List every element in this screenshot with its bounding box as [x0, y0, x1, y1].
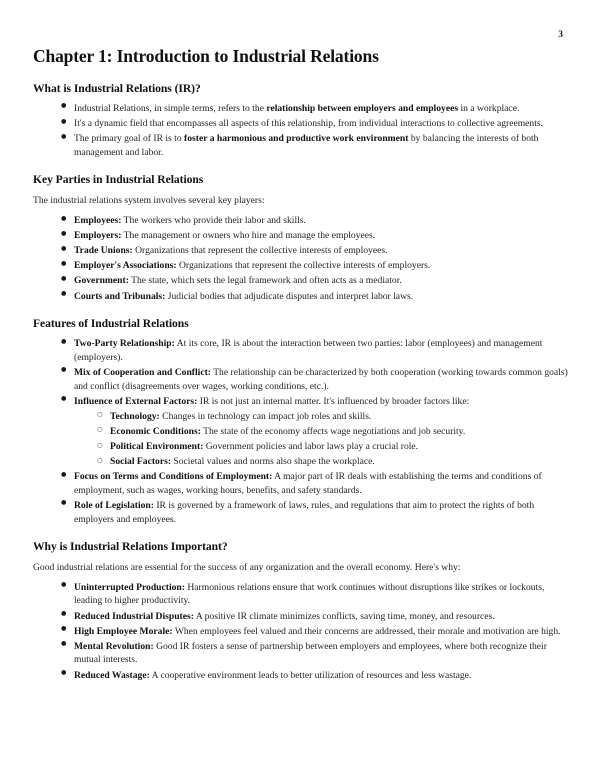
bullet-text: When employees feel valued and their concerns are addressed, their morale and motivation are high.: [172, 625, 561, 637]
bullet-text: Organizations that represent the collective interests of employers.: [176, 260, 431, 272]
bullet-text: Societal values and norms also shape the workplace.: [171, 456, 375, 468]
bullet-text: The relationship can be characterized by both cooperation (working towards common goals) and conflict (disagreements over wages, working conditions, etc.).: [74, 366, 568, 392]
bullet-lead: Reduced Industrial Disputes:: [74, 610, 194, 622]
bullet-lead: Trade Unions:: [74, 245, 133, 257]
list-item: [61, 214, 570, 228]
bullet-text: The state, which sets the legal framework and often acts as a mediator.: [128, 275, 402, 287]
list-item: [61, 259, 570, 273]
list-item: [61, 499, 570, 526]
list-item: [61, 395, 570, 469]
list-item: [61, 117, 570, 131]
bullet-text: A cooperative environment leads to better utilization of resources and less wastage.: [149, 669, 472, 681]
section-heading: Key Parties in Industrial Relations: [33, 173, 204, 187]
bullet-text: The state of the economy affects wage negotiations and job security.: [200, 425, 466, 437]
bullet-text: Harmonious relations ensure that work continues without disruptions like strikes or lockouts, leading to higher productivity.: [74, 581, 545, 607]
bullet-lead: Focus on Terms and Conditions of Employment:: [74, 471, 273, 483]
sub-list-item: [97, 455, 570, 469]
section-intro: The industrial relations system involves several key players:: [33, 195, 265, 207]
list-item: [61, 610, 570, 624]
bullet-emphasis: relationship between employers and employees: [266, 102, 459, 114]
bullet-text: Organizations that represent the collective interests of employees.: [132, 245, 388, 257]
bullet-text: IR is governed by a framework of laws, rules, and regulations that aim to protect the rights of both employers and employees.: [74, 499, 535, 525]
bullet-lead: Reduced Wastage:: [74, 669, 150, 681]
bullet-lead: Mental Revolution:: [74, 640, 154, 652]
bullet-text: by balancing the interests of both management and labor.: [74, 133, 539, 158]
bullet-lead: Employees:: [74, 215, 122, 227]
bullet-list: [33, 581, 570, 682]
section-heading: Why is Industrial Relations Important?: [33, 540, 228, 554]
list-item: [61, 102, 570, 116]
document-section: [33, 172, 570, 303]
list-item: [61, 229, 570, 243]
sub-bullet-list: [74, 410, 570, 469]
bullet-lead: Uninterrupted Production:: [74, 581, 185, 593]
document-section: [33, 81, 570, 160]
bullet-emphasis: foster a harmonious and productive work environment: [184, 133, 409, 145]
bullet-lead: Courts and Tribunals:: [74, 290, 166, 302]
bullet-list: [33, 102, 570, 159]
bullet-text: At its core, IR is about the interaction between two parties: labor (employees) and management (employers).: [74, 338, 543, 363]
list-item: [61, 132, 570, 159]
bullet-text: Changes in technology can impact job roles and skills.: [159, 410, 372, 422]
bullet-lead: Social Factors:: [110, 456, 172, 468]
bullet-lead: Political Environment:: [110, 441, 204, 453]
document-body: [33, 81, 570, 682]
document-section: [33, 316, 570, 526]
bullet-text: Good IR fosters a sense of partnership between employers and employees, where both recognize their mutual interests.: [74, 640, 547, 666]
bullet-text: in a workplace.: [458, 102, 520, 114]
bullet-lead: Employers:: [74, 230, 122, 242]
bullet-lead: Role of Legislation:: [74, 499, 154, 511]
page-title: Chapter 1: Introduction to Industrial Relations: [33, 46, 379, 66]
section-heading: What is Industrial Relations (IR)?: [33, 81, 201, 95]
bullet-list: [33, 337, 570, 526]
section-heading: Features of Industrial Relations: [33, 317, 189, 331]
bullet-text: The workers who provide their labor and skills.: [121, 215, 306, 227]
list-item: [61, 366, 570, 393]
bullet-lead: Influence of External Factors:: [74, 395, 198, 407]
bullet-lead: High Employee Morale:: [74, 625, 173, 637]
list-item: [61, 337, 570, 364]
list-item: [61, 244, 570, 258]
list-item: [61, 274, 570, 288]
bullet-text: A positive IR climate minimizes conflicts, saving time, money, and resources.: [193, 610, 495, 622]
bullet-lead: Employer's Associations:: [74, 260, 177, 272]
bullet-lead: Economic Conditions:: [110, 425, 201, 437]
sub-list-item: [97, 410, 570, 424]
bullet-list: [33, 214, 570, 303]
list-item: [61, 470, 570, 497]
document-section: [33, 539, 570, 682]
sub-list-item: [97, 440, 570, 454]
bullet-text: Government policies and labor laws play a crucial role.: [203, 441, 419, 453]
sub-list-item: [97, 425, 570, 439]
bullet-text: It's a dynamic field that encompasses all aspects of this relationship, from individual interactions to collective agreements.: [74, 118, 544, 130]
bullet-lead: Technology:: [110, 410, 160, 422]
bullet-text: Industrial Relations, in simple terms, refers to the: [74, 102, 267, 114]
list-item: [61, 669, 570, 683]
page-number: 3: [558, 30, 563, 40]
bullet-text: A major part of IR deals with establishing the terms and conditions of employment, such as wages, working hours, benefits, and safety standards.: [74, 471, 542, 496]
bullet-text: The management or owners who hire and manage the employees.: [121, 230, 376, 242]
section-intro: Good industrial relations are essential for the success of any organization and the overall economy. Here's why:: [33, 562, 461, 574]
bullet-lead: Two-Party Relationship:: [74, 338, 175, 350]
bullet-lead: Mix of Cooperation and Conflict:: [74, 366, 211, 378]
bullet-text: IR is not just an internal matter. It's influenced by broader factors like:: [197, 395, 470, 407]
list-item: [61, 625, 570, 639]
bullet-lead: Government:: [74, 275, 129, 287]
list-item: [61, 640, 570, 667]
list-item: [61, 581, 570, 608]
bullet-text: The primary goal of IR is to: [74, 133, 185, 145]
list-item: [61, 290, 570, 304]
bullet-text: Judicial bodies that adjudicate disputes and interpret labor laws.: [165, 290, 414, 302]
